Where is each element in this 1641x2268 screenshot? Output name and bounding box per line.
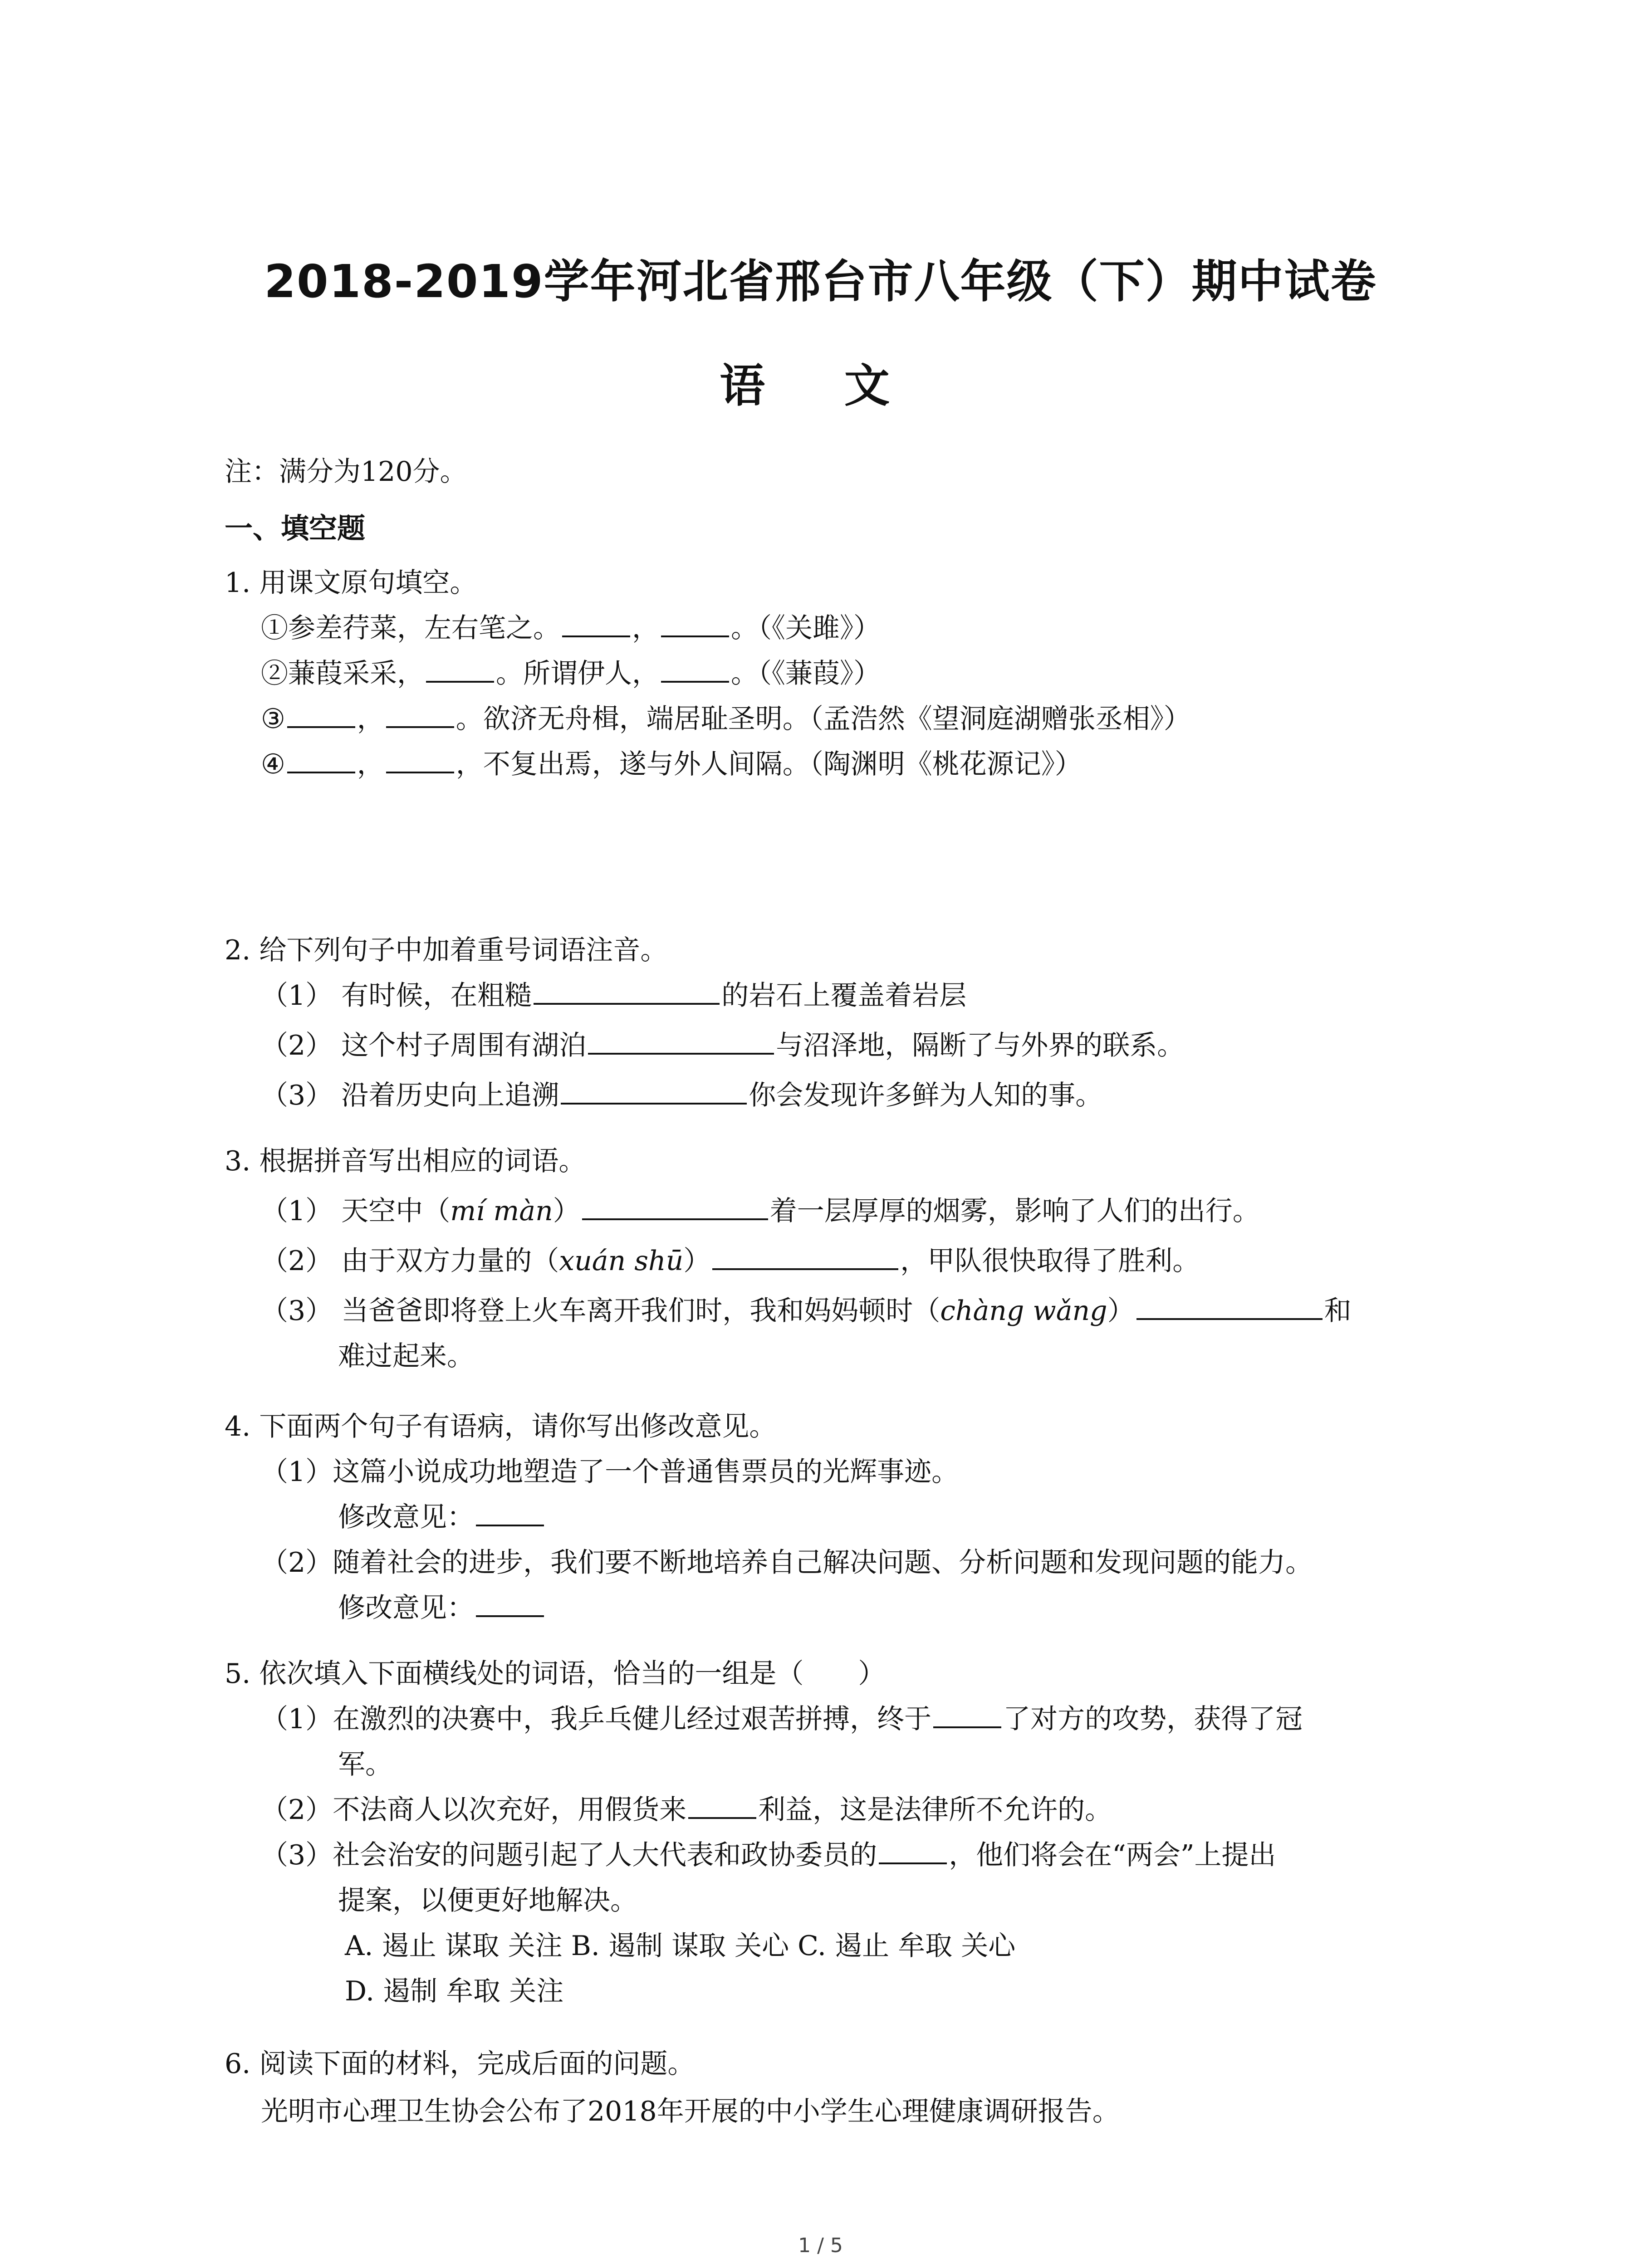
text: ，不复出焉，遂与外人间隔。（陶渊明《桃花源记》）: [456, 748, 1082, 780]
answer-blank[interactable]: [426, 655, 494, 683]
text: 。（《关雎》）: [731, 612, 881, 644]
text: （2） 这个村子周围有湖泊: [261, 1030, 587, 1061]
text: ①参差荇菜，左右笔之。: [261, 612, 560, 644]
answer-blank[interactable]: [476, 1590, 544, 1617]
text: （1） 天空中（: [261, 1195, 451, 1227]
exam-subject: 语 文: [720, 359, 921, 412]
text: ，: [357, 748, 384, 780]
text: 与沼泽地，隔断了与外界的联系。: [776, 1030, 1185, 1061]
question-3-item-1: [261, 1193, 1260, 1229]
answer-blank[interactable]: [1136, 1293, 1323, 1320]
answer-blank[interactable]: [688, 1792, 756, 1819]
text: ）: [553, 1195, 580, 1227]
text: ）: [1107, 1295, 1135, 1327]
text: 和: [1324, 1295, 1352, 1327]
question-4-item-2: （2）随着社会的进步，我们要不断地培养自己解决问题、分析问题和发现问题的能力。: [261, 1547, 1313, 1579]
text: ②蒹葭采采，: [261, 658, 424, 689]
text: 。欲济无舟楫，端居耻圣明。（孟浩然《望洞庭湖赠张丞相》）: [456, 703, 1191, 735]
page-number: 1 / 5: [798, 2234, 843, 2257]
question-5-item-3-cont: 提案，以便更好地解决。: [338, 1885, 637, 1916]
text: 了对方的攻势，获得了冠: [1003, 1703, 1303, 1735]
text: 你会发现许多鲜为人知的事。: [749, 1080, 1103, 1111]
text: （3） 当爸爸即将登上火车离开我们时，我和妈妈顿时（: [261, 1295, 941, 1327]
question-5-stem: 5. 依次填入下面横线处的词语，恰当的一组是（ ）: [225, 1658, 886, 1690]
question-4-revise-2: [338, 1590, 546, 1626]
question-4-item-1: （1）这篇小说成功地塑造了一个普通售票员的光辉事迹。: [261, 1456, 959, 1488]
text: 修改意见：: [338, 1592, 474, 1624]
question-6-body: 光明市心理卫生协会公布了2018年开展的中小学生心理健康调研报告。: [261, 2096, 1120, 2127]
exam-title: 2018-2019学年河北省邢台市八年级（下）期中试卷: [264, 255, 1377, 308]
answer-blank[interactable]: [386, 701, 454, 728]
text: 修改意见：: [338, 1501, 474, 1533]
text: 着一层厚厚的烟雾，影响了人们的出行。: [769, 1195, 1260, 1227]
answer-blank[interactable]: [582, 1193, 768, 1220]
question-2-item-2: [261, 1027, 1184, 1064]
answer-blank[interactable]: [476, 1499, 544, 1526]
pinyin: chàng wǎng: [940, 1295, 1107, 1327]
section-heading: 一、填空题: [225, 512, 366, 545]
text: ④: [261, 748, 285, 780]
text: （3） 沿着历史向上追溯: [261, 1080, 559, 1111]
text: （3）社会治安的问题引起了人大代表和政协委员的: [261, 1839, 877, 1871]
question-5-item-2: [261, 1792, 1112, 1828]
question-1-line-1: [261, 610, 881, 646]
question-6-stem: 6. 阅读下面的材料，完成后面的问题。: [225, 2048, 695, 2080]
question-5-options-abc[interactable]: A. 遏止 谋取 关注 B. 遏制 谋取 关心 C. 遏止 牟取 关心: [345, 1930, 1016, 1962]
text: （1）在激烈的决赛中，我乒乓健儿经过艰苦拼搏，终于: [261, 1703, 932, 1735]
question-5-item-1-cont: 军。: [338, 1749, 392, 1780]
answer-blank[interactable]: [588, 1027, 774, 1055]
answer-blank[interactable]: [561, 1077, 747, 1105]
question-5-item-3: [261, 1837, 1276, 1873]
question-4-revise-1: [338, 1499, 546, 1535]
answer-blank[interactable]: [287, 746, 355, 773]
answer-blank[interactable]: [661, 610, 729, 637]
text: 。所谓伊人，: [496, 658, 659, 689]
question-1-line-2: [261, 655, 881, 692]
answer-blank[interactable]: [879, 1837, 947, 1864]
question-2-item-3: [261, 1077, 1102, 1114]
text: （1） 有时候，在粗糙: [261, 980, 532, 1012]
question-2-stem: 2. 给下列句子中加着重号词语注音。: [225, 934, 668, 966]
question-3-item-2: [261, 1243, 1200, 1279]
question-4-stem: 4. 下面两个句子有语病，请你写出修改意见。: [225, 1411, 777, 1442]
text: ，: [357, 703, 384, 735]
answer-blank[interactable]: [386, 746, 454, 773]
question-3-item-3: [261, 1293, 1352, 1329]
text: ③: [261, 703, 285, 735]
score-note: 注：满分为120分。: [225, 456, 467, 488]
text: （2） 由于双方力量的（: [261, 1245, 559, 1277]
question-3-stem: 3. 根据拼音写出相应的词语。: [225, 1145, 586, 1177]
text: （2）不法商人以次充好，用假货来: [261, 1794, 687, 1826]
answer-blank[interactable]: [661, 655, 729, 683]
text: 的岩石上覆盖着岩层: [721, 980, 967, 1012]
answer-blank[interactable]: [287, 701, 355, 728]
answer-blank[interactable]: [562, 610, 630, 637]
pinyin: xuán shū: [559, 1245, 684, 1277]
answer-blank[interactable]: [933, 1701, 1001, 1728]
question-5-option-d[interactable]: D. 遏制 牟取 关注: [345, 1975, 564, 2007]
pinyin: mí màn: [450, 1195, 553, 1227]
text: ，他们将会在“两会”上提出: [949, 1839, 1276, 1871]
text: ）: [683, 1245, 711, 1277]
question-5-item-1: [261, 1701, 1303, 1737]
answer-blank[interactable]: [712, 1243, 898, 1270]
question-3-item-3-cont: 难过起来。: [338, 1340, 474, 1372]
question-1-stem: 1. 用课文原句填空。: [225, 567, 477, 599]
answer-blank[interactable]: [534, 978, 720, 1005]
text: ，甲队很快取得了胜利。: [900, 1245, 1200, 1277]
question-1-line-3: [261, 701, 1191, 737]
text: ，: [632, 612, 659, 644]
text: 。（《蒹葭》）: [731, 658, 881, 689]
question-2-item-1: [261, 978, 966, 1014]
text: 利益，这是法律所不允许的。: [758, 1794, 1112, 1826]
question-1-line-4: [261, 746, 1082, 782]
